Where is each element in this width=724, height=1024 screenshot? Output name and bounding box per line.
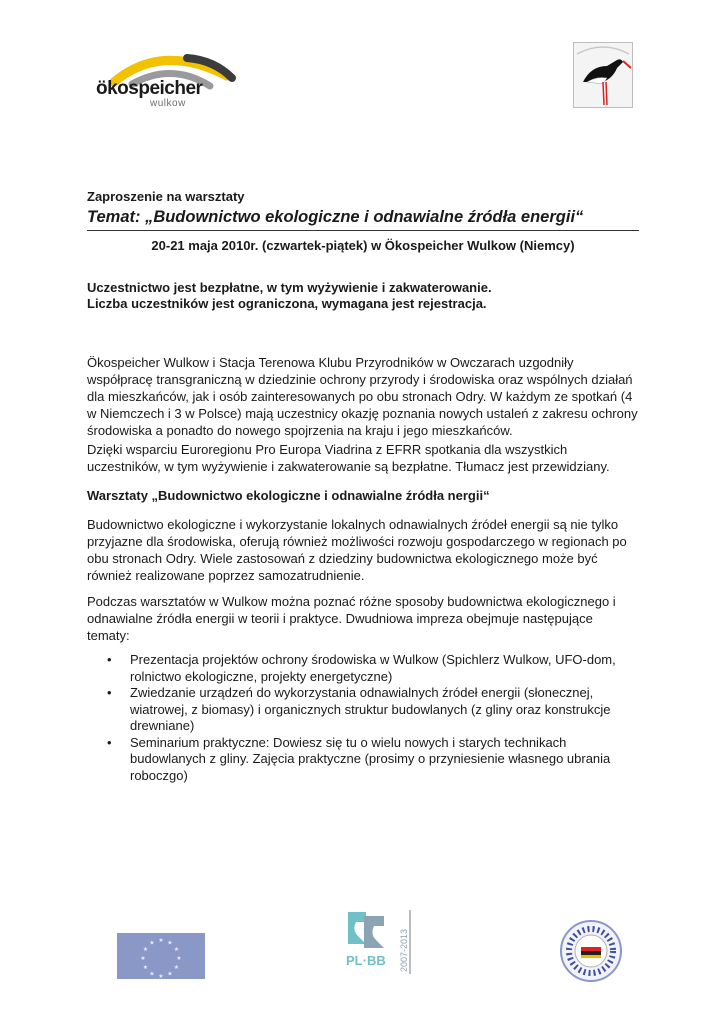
svg-text:★: ★ xyxy=(176,955,182,962)
okospeicher-logo-subtext: wulkow xyxy=(150,98,186,109)
list-item xyxy=(87,652,639,685)
svg-text:★: ★ xyxy=(158,973,164,979)
bullet-icon: • xyxy=(107,685,112,700)
notice-line-free: Uczestnictwo jest bezpłatne, w tym wyżywienie i zakwaterowanie. xyxy=(87,280,492,295)
paragraph-funding: Dzięki wsparciu Euroregionu Pro Europa Viadrina z EFRR spotkania dla wszystkich uczestników, w tym wyżywienie i zakwaterowanie są bezpłatne. Tłumacz jest przewidziany. xyxy=(87,442,610,474)
topic-title: Temat: „Budownictwo ekologiczne i odnawialne źródła energii“ xyxy=(87,208,639,231)
euroregion-seal-logo xyxy=(559,919,623,983)
list-item xyxy=(87,735,639,785)
list-item xyxy=(87,685,639,735)
workshop-subheading: Warsztaty „Budownictwo ekologiczne i odnawialne źródła nergii“ xyxy=(87,488,490,503)
svg-text:★: ★ xyxy=(173,964,180,971)
list-item-text: Zwiedzanie urządzeń do wykorzystania odnawialnych źródeł energii (słonecznej, wiatrowej, z biomasy) i organicznych struktur budowlanych (z gliny oraz konstrukcje drewniane) xyxy=(130,685,611,733)
topics-list xyxy=(87,652,639,784)
svg-text:★: ★ xyxy=(149,939,155,947)
stork-logo xyxy=(573,42,633,108)
svg-text:★: ★ xyxy=(142,964,149,971)
stork-icon xyxy=(573,42,633,108)
okospeicher-logo-text: ökospeicher xyxy=(96,78,203,99)
list-item-text: Prezentacja projektów ochrony środowiska w Wulkow (Spichlerz Wulkow, UFO-dom, rolnictwo ekologiczne, projekty energetyczne) xyxy=(130,652,616,684)
paragraph-cooperation: Ökospeicher Wulkow i Stacja Terenowa Klubu Przyrodników w Owczarach uzgodniły współpracę transgraniczną w dziedzinie ochrony przyrody i środowiska oraz wspólnych działań dla mieszkańców, jak i osób zainteresowanych po obu stronach Odry. W każdym ze spotkań (4 w Niemczech i 3 w Polsce) mają uczestnicy okazję poznania nowych ustaleń z zakresu ochrony środowiska a ponadto do nowego spojrzenia na kraju i jego mieszkańców. xyxy=(87,355,638,438)
svg-text:★: ★ xyxy=(140,955,146,962)
paragraph-eco-building: Budownictwo ekologiczne i wykorzystanie lokalnych odnawialnych źródeł energii są nie tylko przyjazne dla środowiska, oferują również możliwości rozwoju gospodarczego w regionach po obu stronach Odry. Wiele zastosowań z dziedziny budownictwa ekologicznego może być również realizowane poprzez samozatrudnienie. xyxy=(87,517,627,583)
svg-text:★: ★ xyxy=(173,946,180,953)
eu-flag-icon xyxy=(117,933,205,979)
svg-text:★: ★ xyxy=(167,970,173,978)
participation-notice xyxy=(87,280,492,312)
notice-line-registration: Liczba uczestników jest ograniczona, wymagana jest rejestracja. xyxy=(87,296,487,311)
svg-text:★: ★ xyxy=(142,946,149,953)
svg-text:★: ★ xyxy=(149,970,155,978)
event-dates: 20-21 maja 2010r. (czwartek-piątek) w Ökospeicher Wulkow (Niemcy) xyxy=(151,238,575,253)
bullet-icon: • xyxy=(107,734,112,750)
svg-text:★: ★ xyxy=(158,937,164,944)
bullet-icon: • xyxy=(107,652,112,667)
paragraph-workshop-topics: Podczas warsztatów w Wulkow można poznać różne sposoby budownictwa ekologicznego i odnawialne źródła energii w teorii i praktyce. Dwudniowa impreza obejmuje następujące tematy: xyxy=(87,594,616,643)
list-item-text: Seminarium praktyczne: Dowiesz się tu o wielu nowych i starych technikach budowlanych z gliny. Zajęcia praktyczne (prosimy o przyniesienie własnego ubrania roboczgo) xyxy=(130,734,611,783)
plbb-label: PL·BB xyxy=(346,953,386,968)
svg-text:★: ★ xyxy=(167,939,173,947)
plbb-years: 2007-2013 xyxy=(399,928,409,972)
invitation-label: Zaproszenie na warsztaty xyxy=(87,189,245,204)
okospeicher-logo xyxy=(92,48,242,112)
eu-flag-logo xyxy=(117,933,205,979)
plbb-program-logo xyxy=(344,908,414,976)
euroregion-seal-icon xyxy=(559,919,623,983)
